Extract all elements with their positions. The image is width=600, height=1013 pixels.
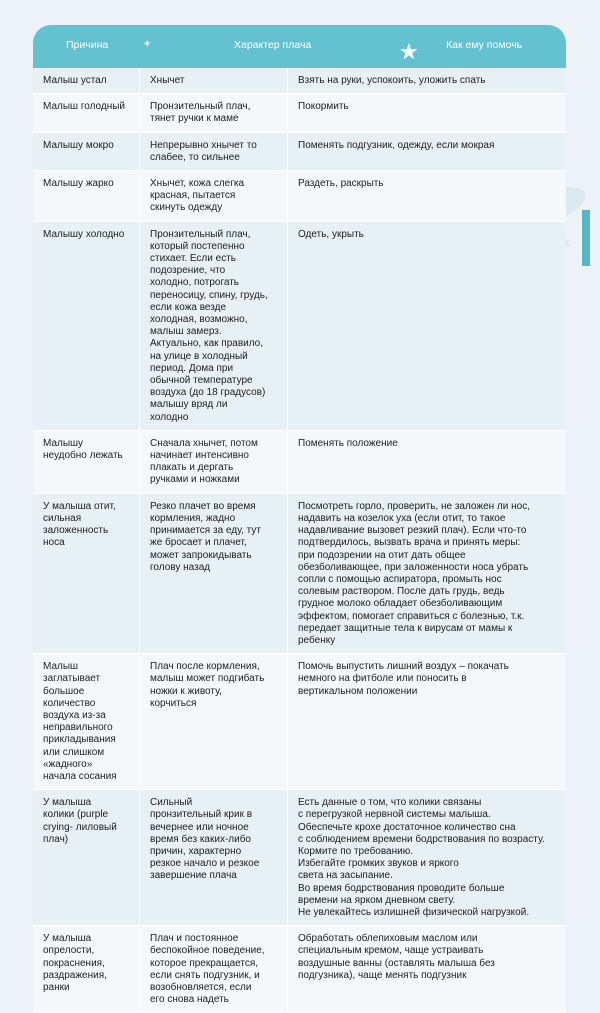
scroll-indicator[interactable] (582, 210, 590, 266)
header-cry-type: Характер плача (234, 39, 312, 51)
cry-type-cell: Хнычет, кожа слегка красная, пытается скинуть одежду (140, 171, 288, 221)
reason-cell: Малыш заглатывает большое количество воздуха из-за неправильного прикладывания или слишком «жадного» начала сосания (33, 654, 140, 789)
star-icon: ★ (399, 39, 419, 64)
help-cell: Поменять положение (298, 437, 398, 449)
table-row (33, 222, 566, 431)
cry-type-cell: Пронзительный плач, тянет ручки к маме (140, 94, 288, 131)
cry-type-cell: Сильный пронзительный крик в вечернее или ночное время без каких-либо причин, характерно резкое начало и резкое завершение плача (140, 790, 288, 925)
table-row (33, 133, 566, 171)
header-reason: Причина (66, 39, 109, 51)
reason-cell: Малыш голодный (33, 94, 140, 131)
table-row (33, 926, 566, 1013)
reason-cell: У малыша колики (purple crying- лиловый плач) (33, 790, 140, 925)
reason-cell: Малыш устал (33, 68, 140, 93)
reason-cell: Малышу холодно (33, 222, 140, 430)
help-cell: Одеть, укрыть (298, 228, 364, 240)
cry-type-cell: Непрерывно хнычет то слабее, то сильнее (140, 133, 288, 170)
cry-type-cell: Плач после кормления, малыш может подгибать ножки к животу, корчиться (140, 654, 288, 789)
reason-cell: Малышу жарко (33, 171, 140, 221)
table-header (33, 25, 566, 68)
help-cell: Обработать облепиховым маслом или специальным кремом, чаще устраивать воздушные ванны (оставлять малыша без подгузника), чаще менять подгузник (298, 933, 495, 981)
table-row (33, 494, 566, 654)
help-cell: Поменять подгузник, одежду, если мокрая (298, 139, 495, 151)
reason-cell: У малыша опрелости, покраснения, раздражения, ранки (33, 926, 140, 1012)
cry-type-cell: Сначала хнычет, потом начинает интенсивно плакать и дергать ручками и ножками (140, 431, 288, 493)
cry-type-cell: Плач и постоянное беспокойное поведение, которое прекращается, если снять подгузник, и возобновляется, если его снова надеть (140, 926, 288, 1012)
cry-type-cell: Пронзительный плач, который постепенно стихает. Если есть подозрение, что холодно, потрогать переносицу, спину, грудь, если кожа везде холодная, возможно, малыш замерз. Актуально, как правило, на улице в холодный период. Дома при обычной температуре воздуха (до 18 градусов) малышу вряд ли холодно (140, 222, 288, 430)
table-row (33, 171, 566, 222)
table-row (33, 94, 566, 132)
star-icon: ✦ (143, 39, 152, 50)
help-cell: Покормить (298, 101, 349, 113)
table-row (33, 654, 566, 790)
help-cell: Взять на руки, успокоить, уложить спать (298, 75, 486, 86)
table-row (33, 431, 566, 494)
crying-causes-table (33, 68, 566, 1013)
reason-cell: Малышу мокро (33, 133, 140, 170)
help-cell: Посмотреть горло, проверить, не заложен ли нос, надавить на козелок уха (если отит, то такое надавливание вызовет резкий плач). Если что-то подтвердилось, вызвать врача и принять меры: при подозрении на отит дать общее обезболивающее, при заложенности носа убрать сопли с помощью аспиратора, промыть нос солевым раствором. После дать грудь, ведь грудное молоко обладает обезболивающим эффектом, помогает справиться с болезнью, т.к. передает защитные тела к вирусам от мамы к ребенку (298, 500, 530, 646)
table-row (33, 68, 566, 94)
help-cell: Раздеть, раскрыть (298, 178, 384, 190)
reason-cell: Малышу неудобно лежать (33, 431, 140, 493)
help-cell: Помочь выпустить лишний воздух – покачать немного на фитболе или поносить в вертикальном положении (298, 661, 509, 697)
table-row (33, 790, 566, 926)
reason-cell: У малыша отит, сильная заложенность носа (33, 494, 140, 653)
cry-type-cell: Хнычет (140, 68, 288, 93)
header-help: Как ему помочь (446, 39, 523, 51)
help-cell: Есть данные о том, что колики связаны с перегрузкой нервной системы малыша. Обеспечьте крохе достаточное количество сна с соблюдением времени бодрствования по возрасту. Кормите по требованию. Избегайте громких звуков и яркого света на засыпание. Во время бодрствования проводите больше времени на ярком дневном свету. Не увлекайтесь излишней физической нагрузкой. (298, 797, 545, 918)
cry-type-cell: Резко плачет во время кормления, жадно принимается за еду, тут же бросает и плачет, может запрокидывать голову назад (140, 494, 288, 653)
